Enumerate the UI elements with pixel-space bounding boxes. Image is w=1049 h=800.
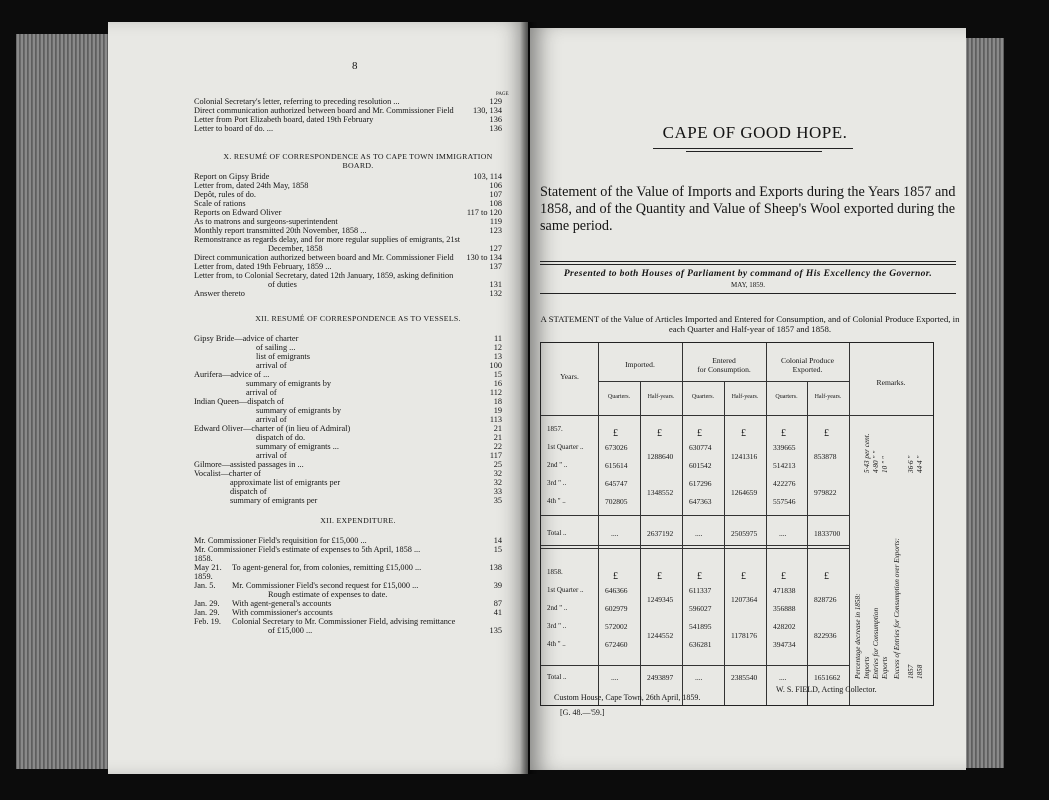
- page-number: 8: [352, 60, 358, 72]
- currency-symbol: £: [824, 428, 829, 439]
- expense-entry: [194, 536, 514, 545]
- index-entry: Report on Gipsy Bride 103, 114: [194, 172, 502, 181]
- index-entry: [194, 370, 514, 379]
- index-entry: [230, 487, 514, 496]
- entry-text: With commissioner's accounts: [232, 608, 333, 617]
- total-blank: ....: [779, 673, 787, 682]
- entry-text: Rough estimate of expenses to date.: [268, 590, 388, 599]
- expense-entry: [194, 545, 514, 554]
- currency-symbol: £: [613, 428, 618, 439]
- quarter-value: 422276: [773, 479, 796, 488]
- reference-number: [G. 48.—'59.]: [560, 708, 605, 717]
- entry-page: 100: [489, 361, 502, 370]
- expense-entry: [268, 590, 514, 599]
- index-entry: Letter from, dated 24th May, 1858 106: [194, 181, 502, 190]
- header-entered-2: for Consumption.: [697, 365, 751, 374]
- right-page-edges: [964, 38, 1004, 768]
- index-entry: of duties 131: [268, 280, 502, 289]
- quarter-value: 615614: [605, 461, 628, 470]
- half-year-value: 828726: [814, 595, 837, 604]
- half-year-value: 1207364: [731, 595, 758, 604]
- left-page-edges: [16, 34, 110, 769]
- quarter-value: 596027: [689, 604, 712, 613]
- half-year-value: 979822: [814, 488, 837, 497]
- statement-heading: Statement of the Value of Imports and Exports during the Years 1857 and 1858, and of the Quantity and Value of Sheep's Wool exported during the same period.: [540, 184, 956, 234]
- index-entry: [230, 478, 514, 487]
- index-entry: [256, 406, 514, 415]
- header-years: Years.: [560, 372, 579, 381]
- rule: [540, 293, 956, 294]
- remark-year-1858: 1858: [916, 664, 924, 679]
- entry-page: 25: [493, 460, 502, 469]
- entry-page: 138: [489, 563, 502, 572]
- remark-decrease-label: Percentage decrease in 1858:: [854, 593, 862, 679]
- index-entry: [256, 433, 514, 442]
- currency-symbol: £: [657, 571, 662, 582]
- remark-percent-entries: 4·80 " ": [872, 450, 880, 473]
- expense-entry: [232, 617, 514, 626]
- entry-text: dispatch of: [230, 487, 267, 496]
- index-entry: [194, 460, 514, 469]
- quarter-label: 1st Quarter ..: [547, 443, 584, 451]
- header-half-years: Half-years.: [647, 394, 675, 400]
- index-entry: [246, 388, 514, 397]
- currency-symbol: £: [741, 571, 746, 582]
- entry-text: arrival of: [256, 361, 287, 370]
- section-heading: X. RESUMÉ OF CORRESPONDENCE AS TO CAPE TOWN IMMIGRATION BOARD.: [223, 152, 493, 170]
- currency-symbol: £: [697, 571, 702, 582]
- header-half-years: Half-years.: [731, 394, 759, 400]
- entry-text: Gipsy Bride—advice of charter: [194, 334, 299, 343]
- remark-excess-1858: 44·4 ": [916, 455, 924, 473]
- entry-page: 16: [493, 379, 502, 388]
- currency-symbol: £: [781, 428, 786, 439]
- remark-imports-label: Imports: [863, 656, 871, 679]
- remark-entries-label: Entries for Consumption: [872, 607, 880, 679]
- custom-house-line: Custom House, Cape Town, 26th April, 1859.: [554, 693, 701, 702]
- entry-text: dispatch of do.: [256, 433, 306, 442]
- expense-date: Feb. 19.: [194, 617, 221, 626]
- quarter-label: 4th " ..: [547, 640, 566, 648]
- index-entry: [230, 496, 514, 505]
- half-year-value: 1249345: [647, 595, 674, 604]
- half-year-value: 1348552: [647, 488, 674, 497]
- entry-page: 12: [493, 343, 502, 352]
- expense-date: 1858.: [194, 554, 213, 563]
- quarter-value: 339665: [773, 443, 796, 452]
- total-label: Total ..: [547, 673, 567, 681]
- quarter-label: 3rd " ..: [547, 622, 567, 630]
- quarter-value: 647363: [689, 497, 712, 506]
- entry-page: 18: [493, 397, 502, 406]
- header-imported: Imported.: [625, 360, 655, 369]
- total-blank: ....: [695, 673, 703, 682]
- entry-text: approximate list of emigrants per: [230, 478, 341, 487]
- total-blank: ....: [779, 529, 787, 538]
- entry-page: 21: [493, 433, 502, 442]
- index-entry: Letter from, to Colonial Secretary, dated 12th January, 1859, asking definition: [194, 271, 454, 280]
- total-value: 1833700: [814, 529, 841, 538]
- index-entry: Monthly report transmitted 20th November, 1858 ... 123: [194, 226, 502, 235]
- currency-symbol: £: [824, 571, 829, 582]
- quarter-value: 471838: [773, 586, 796, 595]
- remark-excess-label: Excess of Entries for Consumption over Exports:: [893, 538, 901, 679]
- index-entry: [256, 352, 514, 361]
- section-heading: XII. RESUMÉ OF CORRESPONDENCE AS TO VESSELS.: [255, 314, 461, 323]
- quarter-value: 702805: [605, 497, 628, 506]
- page-column-header: PAGE: [496, 92, 509, 97]
- remark-exports-label: Exports: [881, 656, 889, 679]
- entry-page: 14: [493, 536, 502, 545]
- quarter-value: 356888: [773, 604, 796, 613]
- entry-page: 11: [494, 334, 502, 343]
- entry-text: Mr. Commissioner Field's estimate of expenses to 5th April, 1858 ...: [194, 545, 421, 554]
- left-page: [108, 22, 528, 774]
- quarter-value: 672460: [605, 640, 628, 649]
- trade-table: [540, 342, 934, 706]
- entry-text: summary of emigrants per: [230, 496, 318, 505]
- presented-date: MAY, 1859.: [730, 281, 766, 289]
- expense-entry: [232, 608, 514, 617]
- entry-text: list of emigrants: [256, 352, 310, 361]
- rule: [540, 264, 956, 265]
- entry-page: 35: [493, 496, 502, 505]
- entry-text: summary of emigrants ...: [256, 442, 339, 451]
- total-value: 2637192: [647, 529, 674, 538]
- signature: W. S. FIELD, Acting Collector.: [776, 685, 877, 694]
- entry-text: Gilmore—assisted passages in ...: [194, 460, 304, 469]
- expense-date: Jan. 29.: [194, 608, 220, 617]
- entry-text: Mr. Commissioner Field's requisition for £15,000 ...: [194, 536, 367, 545]
- total-value: 2385540: [731, 673, 758, 682]
- index-entry: [256, 361, 514, 370]
- entry-page: 39: [493, 581, 502, 590]
- index-entry: [256, 442, 514, 451]
- title-rule: [653, 148, 853, 149]
- entry-text: summary of emigrants by: [256, 406, 342, 415]
- entry-page: 87: [493, 599, 502, 608]
- index-entry: [194, 397, 514, 406]
- quarter-value: 514213: [773, 461, 796, 470]
- index-entry: Letter from Port Elizabeth board, dated 19th February 136: [194, 115, 502, 124]
- table-statement: A STATEMENT of the Value of Articles Imported and Entered for Consumption, and of Colonial Produce Exported, in each Quarter and Half-year of 1857 and 1858.: [540, 314, 960, 334]
- index-entry: [194, 334, 514, 343]
- presented-line: Presented to both Houses of Parliament by command of His Excellency the Governor.: [563, 269, 933, 279]
- entry-page: 32: [493, 469, 502, 478]
- section-heading: XII. EXPENDITURE.: [320, 516, 396, 525]
- entry-text: Mr. Commissioner Field's second request for £15,000 ...: [232, 581, 419, 590]
- entry-text: To agent-general for, from colonies, remitting £15,000 ...: [232, 563, 422, 572]
- half-year-value: 1244552: [647, 631, 674, 640]
- total-value: 2505975: [731, 529, 758, 538]
- remark-percent-imports: 5·43 per cent.: [863, 433, 871, 473]
- quarter-value: 602979: [605, 604, 628, 613]
- expense-date: Jan. 29.: [194, 599, 220, 608]
- index-entry: December, 1858 127: [268, 244, 502, 253]
- quarter-value: 611337: [689, 586, 712, 595]
- quarter-value: 630774: [689, 443, 712, 452]
- header-remarks: Remarks.: [876, 378, 906, 387]
- total-blank: ....: [695, 529, 703, 538]
- remark-year-1857: 1857: [907, 664, 915, 679]
- index-entry: Direct communication authorized between board and Mr. Commissioner Field 130 to 134: [194, 253, 502, 262]
- index-entry: Colonial Secretary's letter, referring to preceding resolution ... 129: [194, 97, 502, 106]
- quarter-value: 636281: [689, 640, 712, 649]
- currency-symbol: £: [781, 571, 786, 582]
- quarter-label: 2nd " ..: [547, 461, 568, 469]
- expense-entry: [232, 563, 514, 572]
- quarter-value: 645747: [605, 479, 628, 488]
- currency-symbol: £: [613, 571, 618, 582]
- currency-symbol: £: [741, 428, 746, 439]
- index-entry: Depôt, rules of do. 107: [194, 190, 502, 199]
- index-entry: [256, 451, 514, 460]
- header-colonial-2: Exported.: [792, 365, 823, 374]
- year-label: 1857.: [547, 425, 563, 433]
- entry-text: Vocalist—charter of: [194, 469, 261, 478]
- index-entry: Letter to board of do. ... 136: [194, 124, 502, 133]
- quarter-value: 601542: [689, 461, 712, 470]
- header-half-years: Half-years.: [814, 394, 842, 400]
- entry-page: 15: [493, 370, 502, 379]
- total-blank: ....: [611, 673, 619, 682]
- quarter-label: 4th " ..: [547, 497, 566, 505]
- quarter-label: 1st Quarter ..: [547, 586, 584, 594]
- expense-date: Jan. 5.: [194, 581, 216, 590]
- quarter-value: 673026: [605, 443, 628, 452]
- entry-text: Aurifera—advice of ...: [194, 370, 270, 379]
- quarter-value: 646366: [605, 586, 628, 595]
- entry-page: 22: [493, 442, 502, 451]
- total-value: 1651662: [814, 673, 841, 682]
- half-year-value: 1178176: [731, 631, 757, 640]
- index-entry: As to matrons and surgeons-superintendent 119: [194, 217, 502, 226]
- entry-text: arrival of: [256, 415, 287, 424]
- entry-text: arrival of: [246, 388, 277, 397]
- half-year-value: 1288640: [647, 452, 674, 461]
- index-entry: Remonstrance as regards delay, and for more regular supplies of emigrants, 21st: [194, 235, 461, 244]
- quarter-value: 541895: [689, 622, 712, 631]
- currency-symbol: £: [697, 428, 702, 439]
- half-year-value: 853878: [814, 452, 837, 461]
- half-year-value: 1264659: [731, 488, 758, 497]
- index-entry: [256, 415, 514, 424]
- quarter-value: 394734: [773, 640, 796, 649]
- year-label: 1858.: [547, 568, 563, 576]
- expense-entry: [232, 581, 514, 590]
- index-entry: Direct communication authorized between board and Mr. Commissioner Field 130, 134: [194, 106, 502, 115]
- index-entry: Answer thereto 132: [194, 289, 502, 298]
- half-year-value: 1241316: [731, 452, 758, 461]
- total-value: 2493897: [647, 673, 674, 682]
- quarter-label: 3rd " ..: [547, 479, 567, 487]
- index-entry: [246, 379, 514, 388]
- total-blank: ....: [611, 529, 619, 538]
- index-entry: Scale of rations 108: [194, 199, 502, 208]
- expense-entry: [268, 626, 514, 635]
- entry-text: With agent-general's accounts: [232, 599, 332, 608]
- entry-text: arrival of: [256, 451, 287, 460]
- header-quarters: Quarters.: [691, 394, 715, 400]
- entry-text: of £15,000 ...: [268, 626, 313, 635]
- entry-page: 13: [493, 352, 502, 361]
- quarter-value: 572002: [605, 622, 628, 631]
- entry-page: 41: [493, 608, 502, 617]
- quarter-value: 428202: [773, 622, 796, 631]
- entry-text: Edward Oliver—charter of (in lieu of Admiral): [194, 424, 351, 433]
- index-entry: [194, 424, 514, 433]
- remark-percent-exports: 10 " ": [881, 456, 889, 473]
- entry-text: Indian Queen—dispatch of: [194, 397, 284, 406]
- entry-page: 113: [489, 415, 502, 424]
- right-page: [530, 28, 966, 770]
- expense-date: May 21.: [194, 563, 222, 572]
- entry-text: Colonial Secretary to Mr. Commissioner Field, advising remittance: [232, 617, 456, 626]
- index-entry: Letter from, dated 19th February, 1859 ... 137: [194, 262, 502, 271]
- page-title: CAPE OF GOOD HOPE.: [662, 123, 848, 142]
- entry-page: 21: [493, 424, 502, 433]
- remark-excess-1857: 36·6 ": [907, 455, 915, 473]
- entry-page: 33: [493, 487, 502, 496]
- entry-page: 15: [493, 545, 502, 554]
- index-entry: [194, 469, 514, 478]
- entry-text: of sailing ...: [256, 343, 296, 352]
- entry-page: 112: [489, 388, 502, 397]
- header-entered: Entered: [712, 356, 736, 365]
- entry-page: 19: [493, 406, 502, 415]
- entry-page: 117: [489, 451, 502, 460]
- quarter-label: 2nd " ..: [547, 604, 568, 612]
- header-quarters: Quarters.: [775, 394, 798, 400]
- quarter-value: 617296: [689, 479, 712, 488]
- header-quarters: Quarters.: [607, 394, 631, 400]
- header-colonial: Colonial Produce: [781, 356, 834, 365]
- entry-page: 135: [489, 626, 502, 635]
- entry-page: 32: [493, 478, 502, 487]
- expense-date: 1859.: [194, 572, 213, 581]
- currency-symbol: £: [657, 428, 662, 439]
- entry-text: summary of emigrants by: [246, 379, 332, 388]
- half-year-value: 822936: [814, 631, 837, 640]
- total-label: Total ..: [547, 529, 567, 537]
- expense-entry: [232, 599, 514, 608]
- rule: [540, 261, 956, 262]
- index-entry: [256, 343, 514, 352]
- quarter-value: 557546: [773, 497, 796, 506]
- index-entry: Reports on Edward Oliver 117 to 120: [194, 208, 502, 217]
- title-rule-short: [686, 151, 822, 152]
